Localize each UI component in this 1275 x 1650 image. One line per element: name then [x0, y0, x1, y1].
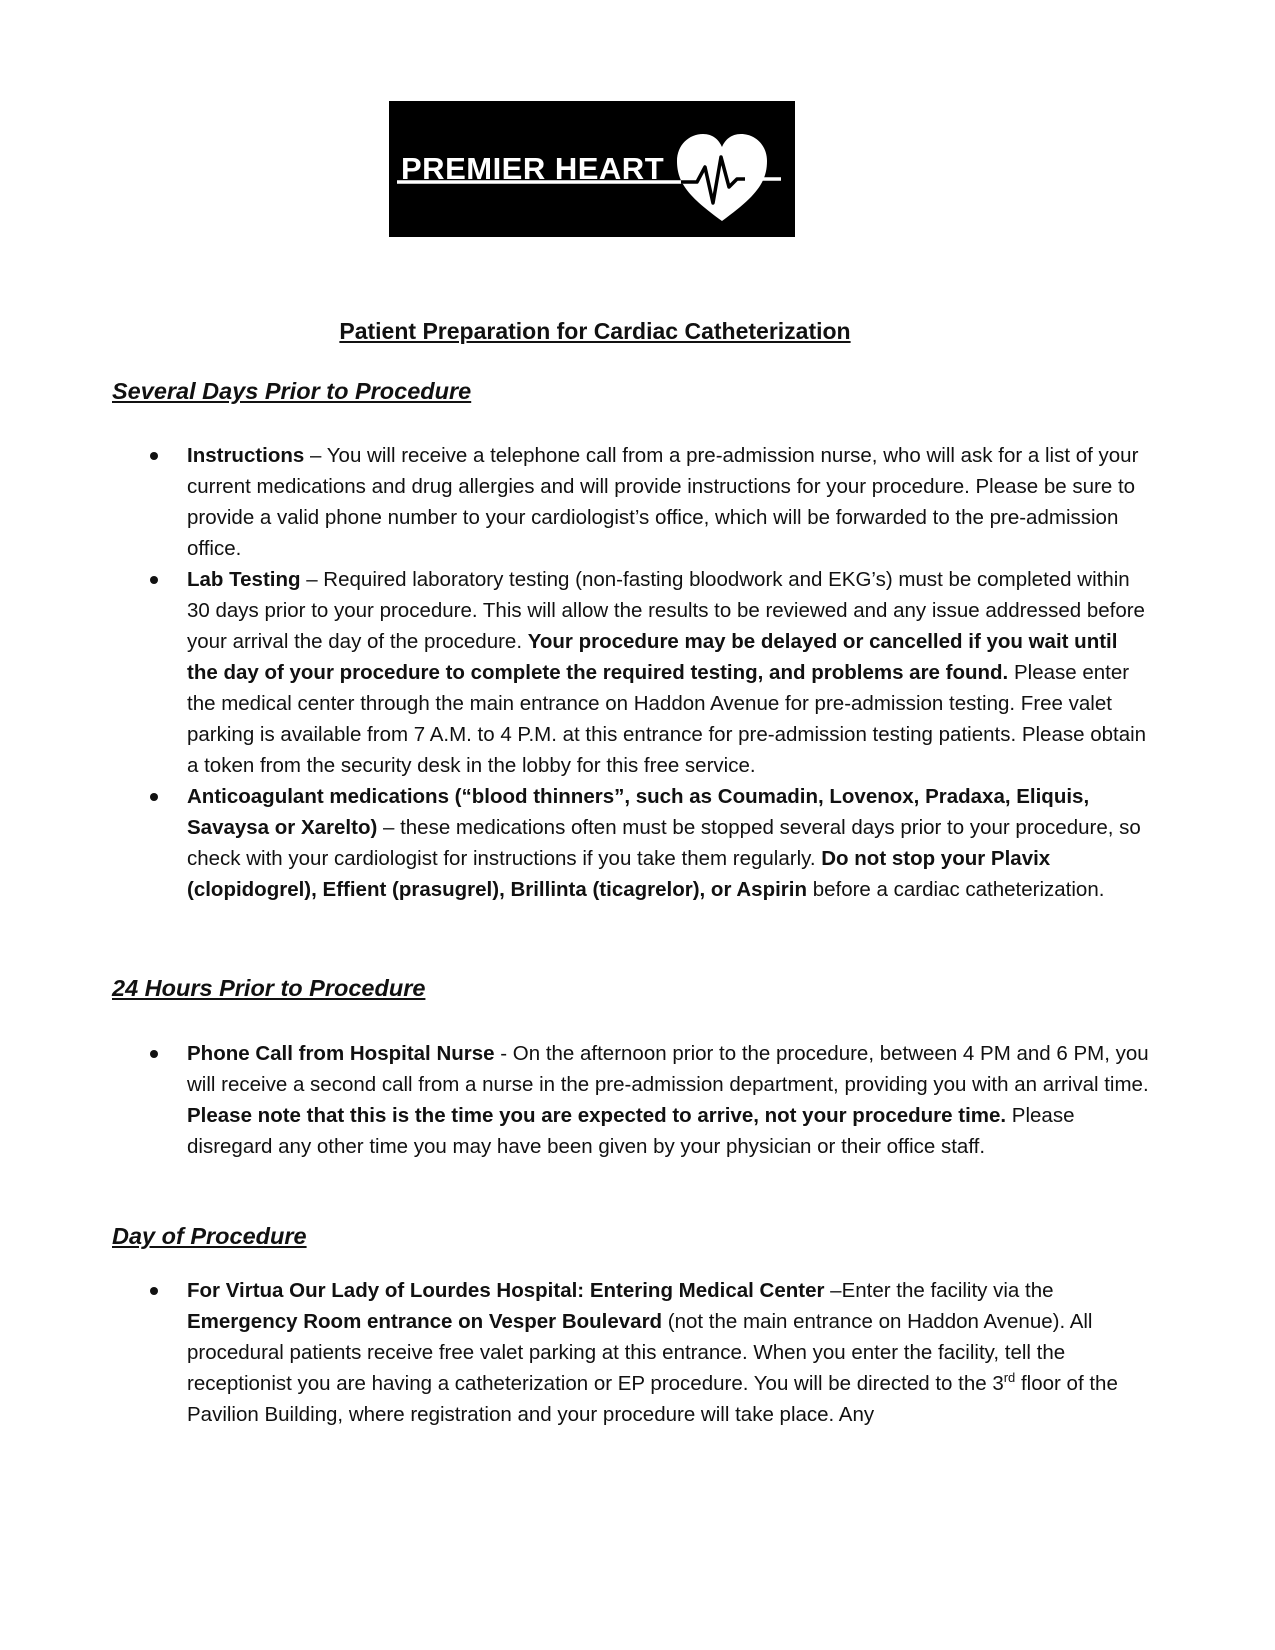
item-text: floor of the Pavilion Building, where registration and your procedure will take place. Any: [187, 1372, 1118, 1426]
bullet-list-24-hours: [0, 1038, 1275, 1162]
list-item-instructions: [0, 440, 1150, 564]
list-item-phone-call: [0, 1038, 1150, 1162]
item-label: For Virtua Our Lady of Lourdes Hospital: Entering Medical Center: [187, 1279, 825, 1302]
bullet-dot: [150, 793, 158, 801]
section-heading-several-days: Several Days Prior to Procedure: [112, 378, 472, 404]
bullet-list-several-days: [0, 440, 1275, 905]
item-text: before a cardiac catheterization.: [807, 878, 1105, 901]
item-text: – Required laboratory testing (non-fasting bloodwork and EKG’s) must be completed within 30 days prior to your procedure. This will allow the results to be reviewed and any issue addressed before your arrival the day of the procedure.: [187, 568, 1145, 653]
item-text: Please disregard any other time you may have been given by your physician or their office staff.: [187, 1104, 1075, 1158]
item-label: Phone Call from Hospital Nurse: [187, 1042, 495, 1065]
item-text: – You will receive a telephone call from a pre-admission nurse, who will ask for a list of your current medications and drug allergies and will provide instructions for your procedure. Please be sure to provide a valid phone number to your cardiologist’s office, which will be forwarded to the pre-admission office.: [187, 444, 1139, 560]
bullet-list-day-of: [0, 1275, 1275, 1430]
item-text: - On the afternoon prior to the procedure, between 4 PM and 6 PM, you will receive a second call from a nurse in the pre-admission department, providing you with an arrival time.: [187, 1042, 1149, 1096]
list-item-anticoagulants: [0, 781, 1150, 905]
section-heading-24-hours: 24 Hours Prior to Procedure: [112, 975, 426, 1001]
list-item-lab-testing: [0, 564, 1150, 781]
bullet-dot: [150, 1287, 158, 1295]
item-label: Instructions: [187, 444, 305, 467]
list-item-entering-medical-center: [0, 1275, 1150, 1430]
section-heading-day-of: Day of Procedure: [112, 1223, 307, 1249]
item-emphasis: Your procedure may be delayed or cancelled if you wait until the day of your procedure to complete the required testing, and problems are found.: [187, 630, 1118, 684]
document-title: Patient Preparation for Cardiac Catheterization: [339, 318, 851, 344]
item-emphasis: Please note that this is the time you are expected to arrive, not your procedure time.: [187, 1104, 1007, 1127]
bullet-dot: [150, 576, 158, 584]
logo-text: PREMIER HEART: [401, 151, 665, 186]
item-text: Please enter the medical center through the main entrance on Haddon Avenue for pre-admission testing. Free valet parking is available from 7 A.M. to 4 P.M. at this entrance for pre-admission testing patients. Please obtain a token from the security desk in the lobby for this free service.: [187, 661, 1147, 777]
item-text: –Enter the facility via the: [824, 1279, 1054, 1302]
heart-ekg-icon: [389, 101, 795, 237]
bullet-dot: [150, 452, 158, 460]
bullet-dot: [150, 1050, 158, 1058]
ordinal-superscript: rd: [1003, 1370, 1016, 1386]
item-label: Lab Testing: [187, 568, 301, 591]
item-emphasis: Emergency Room entrance on Vesper Boulevard: [187, 1310, 663, 1333]
item-text: – these medications often must be stopped several days prior to your procedure, so check with your cardiologist for instructions if you take them regularly.: [187, 816, 1141, 870]
premier-heart-logo: [389, 101, 795, 237]
item-text: (not the main entrance on Haddon Avenue). All procedural patients receive free valet parking at this entrance. When you enter the facility, tell the receptionist you are having a catheterization or EP procedure. You will be directed to the 3: [187, 1310, 1093, 1395]
item-label: Anticoagulant medications (“blood thinners”, such as Coumadin, Lovenox, Pradaxa, Eliquis, Savaysa or Xarelto): [187, 785, 1090, 839]
item-emphasis: Do not stop your Plavix (clopidogrel), Effient (prasugrel), Brillinta (ticagrelor), or Aspirin: [187, 847, 1051, 901]
